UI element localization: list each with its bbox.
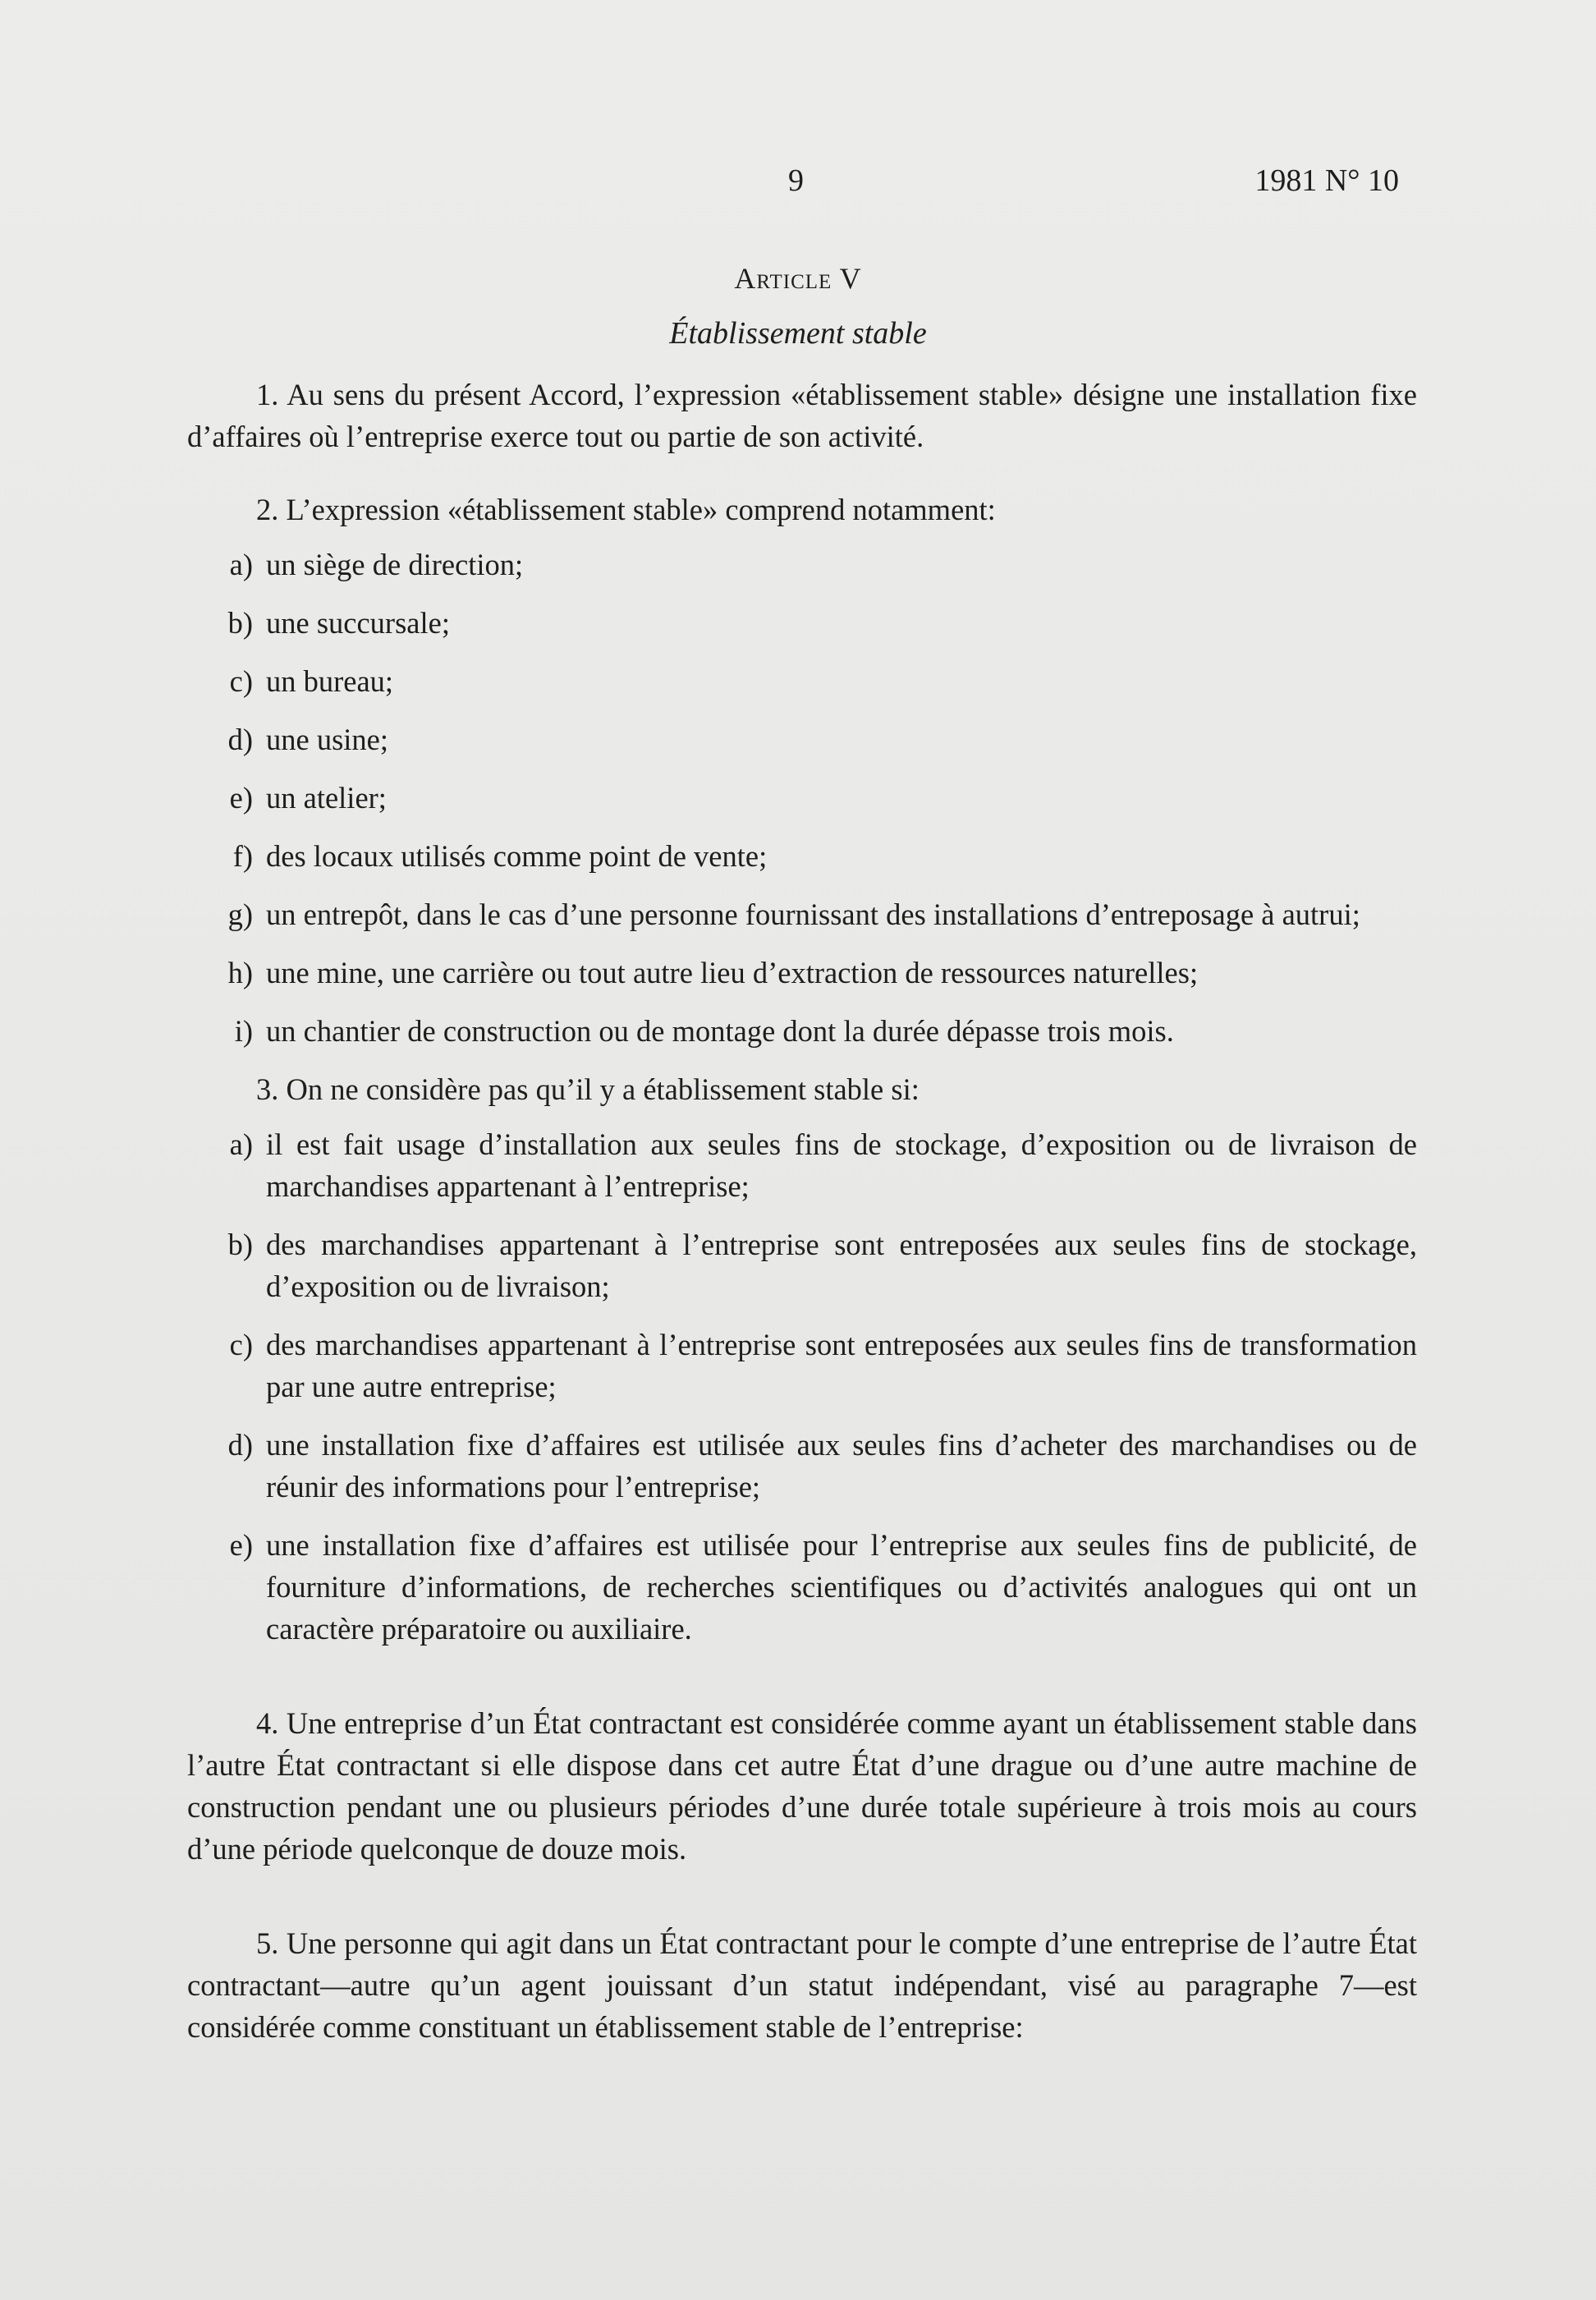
- list-item-text: des marchandises appartenant à l’entreprise sont entreposées aux seules fins de transformation par une autre entreprise;: [266, 1328, 1417, 1403]
- list-item-text: une usine;: [266, 723, 389, 756]
- list-item-text: une installation fixe d’affaires est utilisée pour l’entreprise aux seules fins de publicité, de fourniture d’informations, de recherches scientifiques ou d’activités analogues qui ont un caractère préparatoire ou auxiliaire.: [266, 1528, 1417, 1646]
- list-item-text: un siège de direction;: [266, 548, 524, 581]
- paragraph-4: 4. Une entreprise d’un État contractant est considérée comme ayant un établissement stable dans l’autre État contractant si elle dispose dans cet autre État d’une drague ou d’une autre machine de construction pendant une ou plusieurs périodes d’une durée totale supérieure à trois mois au cours d’une période quelconque de douze mois.: [187, 1706, 1417, 1866]
- list-item-text: une succursale;: [266, 606, 450, 640]
- list-item: [187, 1223, 1417, 1307]
- list-item-text: un atelier;: [266, 781, 387, 815]
- list-item-text: un entrepôt, dans le cas d’une personne fournissant des installations d’entreposage à autrui;: [266, 898, 1360, 931]
- article-subtitle: Établissement stable: [669, 316, 927, 351]
- list-item-label: f): [232, 839, 253, 873]
- list-item-label: g): [227, 898, 253, 931]
- list-item: [187, 893, 1417, 935]
- list-item: [187, 952, 1417, 994]
- list-item-label: b): [227, 606, 253, 640]
- list-item-label: i): [234, 1014, 253, 1048]
- list-item: [187, 1010, 1417, 1052]
- list-item: [187, 777, 1417, 819]
- page-number: 9: [788, 163, 804, 198]
- list-item-text: une installation fixe d’affaires est utilisée aux seules fins d’acheter des marchandises ou de réunir des informations pour l’entreprise;: [266, 1428, 1417, 1503]
- list-item: [187, 1123, 1417, 1207]
- list-item-label: a): [229, 548, 253, 581]
- list-item: [187, 835, 1417, 877]
- list-item-label: d): [227, 1428, 253, 1462]
- list-item-text: il est fait usage d’installation aux seules fins de stockage, d’exposition ou de livraison de marchandises appartenant à l’entreprise;: [266, 1127, 1417, 1203]
- list-item-label: d): [227, 723, 253, 756]
- list-item: [187, 1424, 1417, 1508]
- list-item-label: e): [229, 1528, 253, 1562]
- list-item: [187, 1324, 1417, 1407]
- list-item-text: un bureau;: [266, 664, 394, 698]
- paragraph-2-list: [187, 544, 1417, 1052]
- article-body: [187, 374, 1417, 2048]
- list-item: [187, 602, 1417, 644]
- paragraph-2: 2. L’expression «établissement stable» comprend notamment:: [256, 493, 996, 526]
- list-item-text: une mine, une carrière ou tout autre lieu d’extraction de ressources naturelles;: [266, 956, 1199, 989]
- list-item: [187, 660, 1417, 702]
- paragraph-5: 5. Une personne qui agit dans un État contractant pour le compte d’une entreprise de l’autre État contractant—autre qu’un agent jouissant d’un statut indépendant, visé au paragraphe 7—est considérée comme constituant un établissement stable de l’entreprise:: [187, 1926, 1417, 2044]
- list-item-label: c): [229, 1328, 253, 1361]
- list-item-label: a): [229, 1127, 253, 1161]
- page-header: [0, 163, 1596, 212]
- list-item-text: un chantier de construction ou de montage dont la durée dépasse trois mois.: [266, 1014, 1174, 1048]
- list-item: [187, 544, 1417, 585]
- list-item-label: c): [229, 664, 253, 698]
- list-item-label: b): [227, 1228, 253, 1261]
- paragraph-3: 3. On ne considère pas qu’il y a établissement stable si:: [256, 1072, 920, 1106]
- list-item-label: e): [229, 781, 253, 815]
- list-item-text: des marchandises appartenant à l’entreprise sont entreposées aux seules fins de stockage, d’exposition ou de livraison;: [266, 1228, 1417, 1303]
- statute-number: 1981 N° 10: [1254, 163, 1399, 198]
- paragraph-1: 1. Au sens du présent Accord, l’expression «établissement stable» désigne une installation fixe d’affaires où l’entreprise exerce tout ou partie de son activité.: [187, 378, 1417, 453]
- list-item: [187, 718, 1417, 760]
- paragraph-3-list: [187, 1123, 1417, 1650]
- list-item: [187, 1524, 1417, 1650]
- list-item-label: h): [227, 956, 253, 989]
- article-title: Article V: [734, 262, 862, 295]
- list-item-text: des locaux utilisés comme point de vente;: [266, 839, 768, 873]
